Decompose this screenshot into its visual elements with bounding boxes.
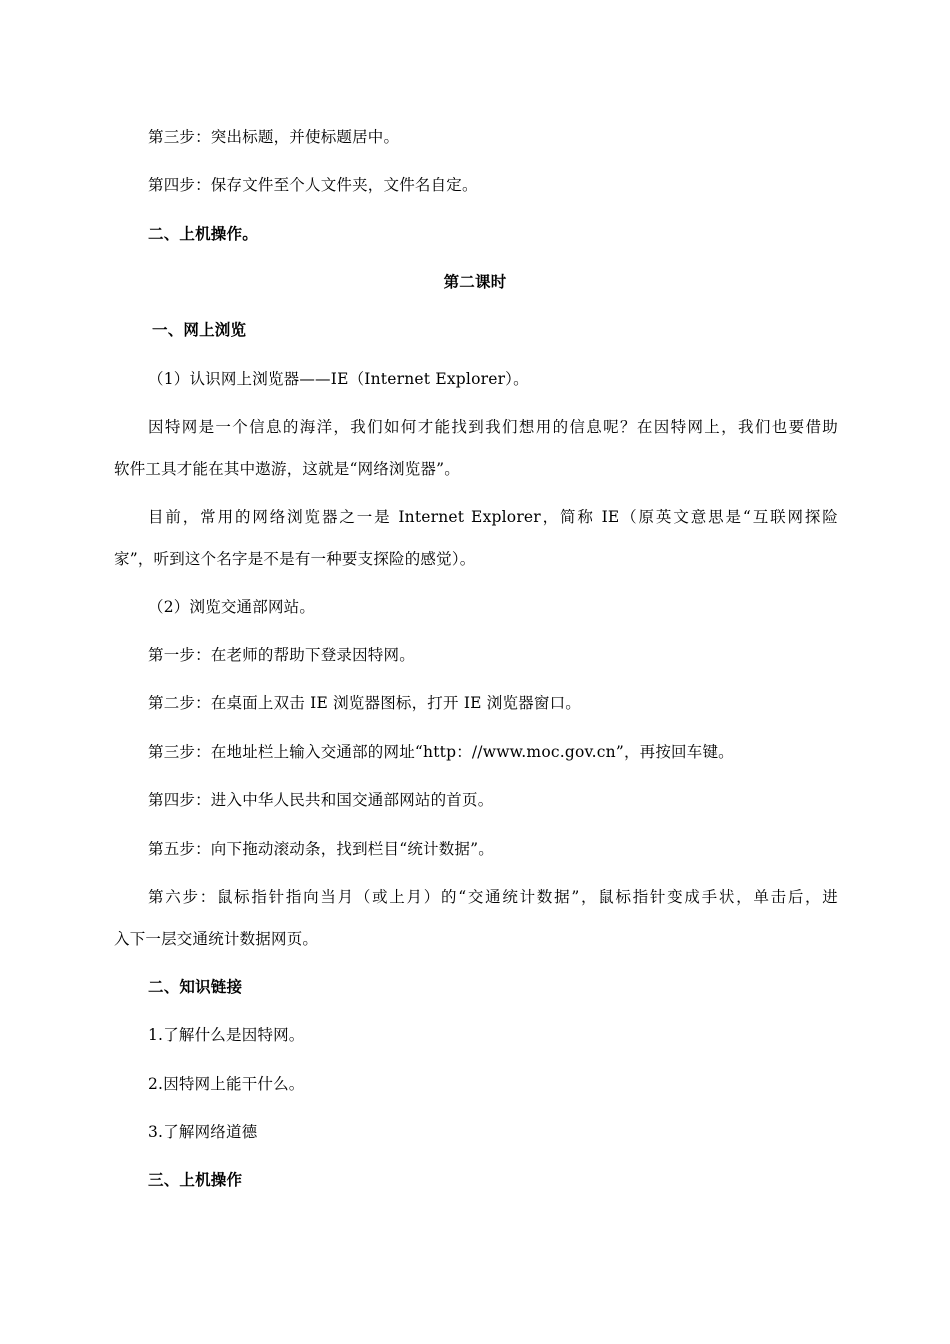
step5-scroll-paragraph: 第五步：向下拖动滚动条，找到栏目“统计数据”。 xyxy=(148,840,494,858)
step3-title-paragraph: 第三步：突出标题，并使标题居中。 xyxy=(148,128,400,146)
item-ie-paragraph: （1）认识网上浏览器——IE（Internet Explorer）。 xyxy=(148,370,529,388)
ie-paragraph-line1: 目前，常用的网络浏览器之一是 Internet Explorer，简称 IE（原英文意思是“互联网探险 xyxy=(148,508,838,526)
internet-paragraph-line1: 因特网是一个信息的海洋，我们如何才能找到我们想用的信息呢？在因特网上，我们也要借助 xyxy=(148,418,838,436)
section-heading-knowledge: 二、知识链接 xyxy=(148,978,243,996)
knowledge-item-3: 3.了解网络道德 xyxy=(148,1123,258,1141)
section-heading-practice-3: 三、上机操作 xyxy=(148,1171,243,1189)
internet-paragraph-line2: 软件工具才能在其中遨游，这就是“网络浏览器”。 xyxy=(114,460,460,478)
knowledge-item-2: 2.因特网上能干什么。 xyxy=(148,1075,305,1093)
step6-paragraph-line1: 第六步：鼠标指针指向当月（或上月）的“交通统计数据”，鼠标指针变成手状，单击后，进 xyxy=(148,888,838,906)
section-heading-browse: 一、网上浏览 xyxy=(152,321,247,339)
section-heading-practice: 二、上机操作。 xyxy=(148,225,258,243)
step1-login-paragraph: 第一步：在老师的帮助下登录因特网。 xyxy=(148,646,415,664)
lesson-heading: 第二课时 xyxy=(443,273,507,291)
step3-url-paragraph: 第三步：在地址栏上输入交通部的网址“http：//www.moc.gov.cn”，再按回车键。 xyxy=(148,743,734,761)
knowledge-item-1: 1.了解什么是因特网。 xyxy=(148,1026,305,1044)
step4-save-paragraph: 第四步：保存文件至个人文件夹，文件名自定。 xyxy=(148,176,478,194)
step2-open-paragraph: 第二步：在桌面上双击 IE 浏览器图标，打开 IE 浏览器窗口。 xyxy=(148,694,581,712)
step6-paragraph-line2: 入下一层交通统计数据网页。 xyxy=(114,930,319,948)
step4-home-paragraph: 第四步：进入中华人民共和国交通部网站的首页。 xyxy=(148,791,494,809)
ie-paragraph-line2: 家”，听到这个名字是不是有一种要支探险的感觉）。 xyxy=(114,550,476,568)
item-site-paragraph: （2）浏览交通部网站。 xyxy=(148,598,316,616)
